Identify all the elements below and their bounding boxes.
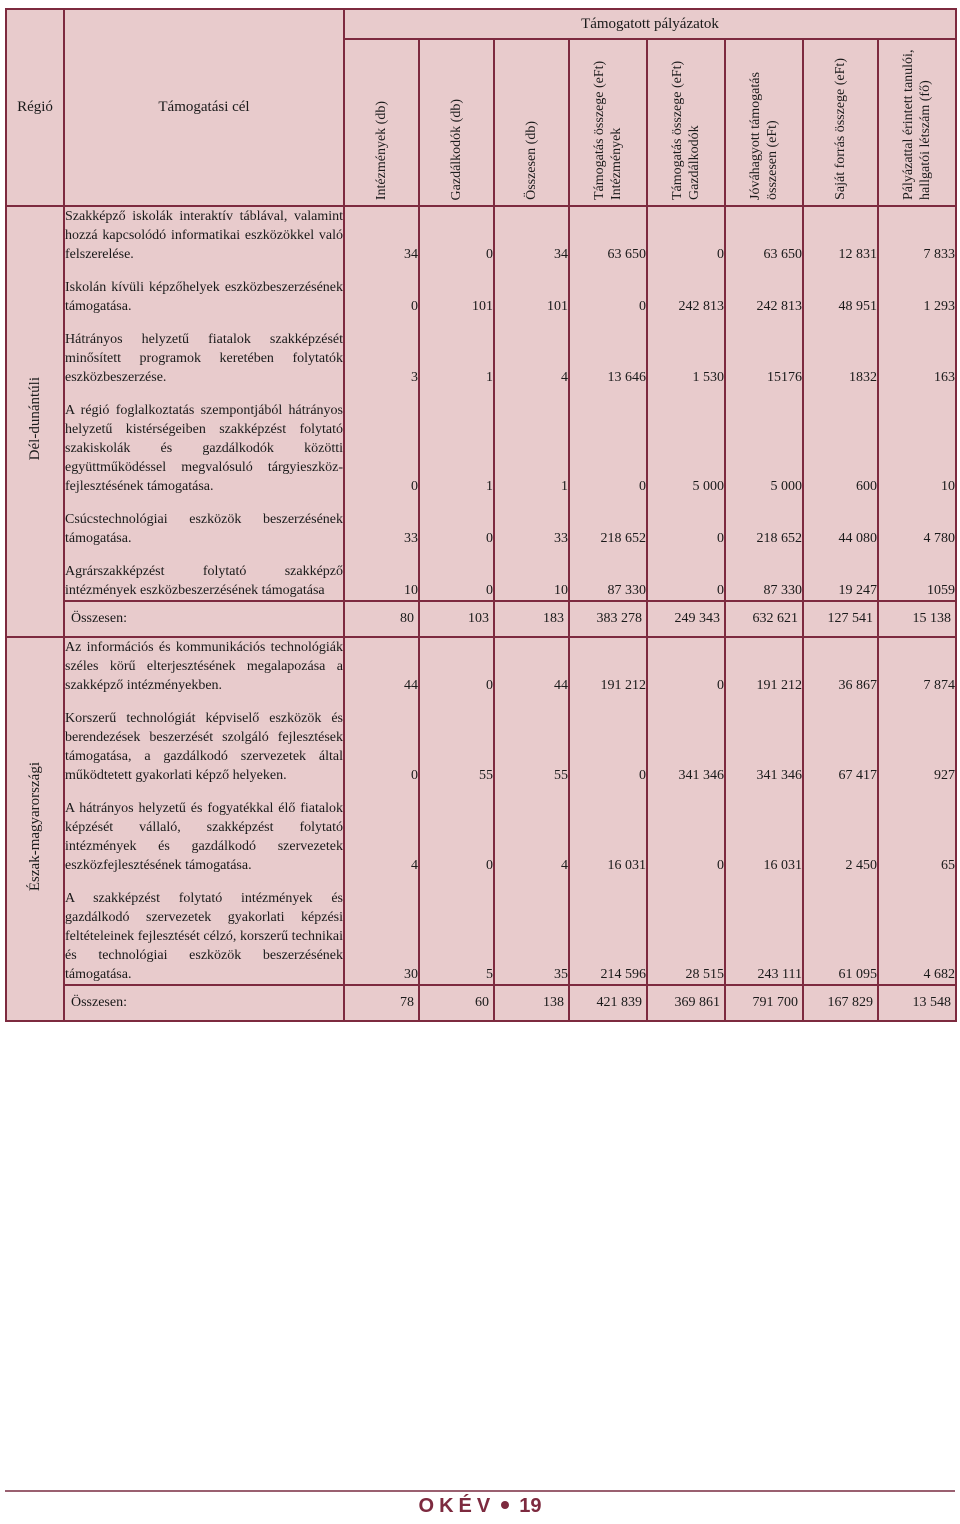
value-cell: 0 <box>569 387 647 496</box>
support-goal-cell: A régió foglalkoztatás szempontjából hátrányos helyzetű kistérségeiben szakképzést folytató szakiskolák és gazdálkodók közötti együttműködéssel megvalósuló tárgyieszköz-fejlesztésének támogatása. <box>64 387 344 496</box>
value-cell: 67 417 <box>803 695 878 785</box>
value-cell: 34 <box>494 206 569 264</box>
total-value-cell: 138 <box>494 985 569 1021</box>
page-bottom-rule <box>5 1490 955 1492</box>
total-value-cell: 167 829 <box>803 985 878 1021</box>
value-cell: 214 596 <box>569 875 647 985</box>
value-cell: 1 530 <box>647 316 725 387</box>
value-cell: 0 <box>569 264 647 316</box>
total-value-cell: 369 861 <box>647 985 725 1021</box>
total-value-cell: 13 548 <box>878 985 956 1021</box>
table-row <box>6 496 956 548</box>
support-goal-cell: Korszerű technológiát képviselő eszközök és berendezések beszerzését szolgáló fejlesztések támogatása, a gazdálkodó szervezetek által működtetett gyakorlati képző helyeken. <box>64 695 344 785</box>
footer-brand: OKÉV <box>418 1495 496 1517</box>
value-cell: 30 <box>344 875 419 985</box>
support-goal-cell: Agrárszakképzést folytató szakképző intézmények eszközbeszerzésének támogatása <box>64 548 344 601</box>
value-cell: 341 346 <box>725 695 803 785</box>
support-goal-cell: Szakképző iskolák interaktív táblával, valamint hozzá kapcsolódó informatikai eszközökkel való felszerelése. <box>64 206 344 264</box>
value-cell: 5 000 <box>647 387 725 496</box>
total-value-cell: 80 <box>344 601 419 637</box>
support-goal-cell: Hátrányos helyzetű fiatalok szakképzését minősített programok keretében folytatók eszközbeszerzése. <box>64 316 344 387</box>
header-col-7: Saját forrás összege (eFt) <box>803 39 878 206</box>
value-cell: 0 <box>647 637 725 695</box>
value-cell: 163 <box>878 316 956 387</box>
value-cell: 12 831 <box>803 206 878 264</box>
value-cell: 33 <box>344 496 419 548</box>
value-cell: 5 000 <box>725 387 803 496</box>
value-cell: 4 682 <box>878 875 956 985</box>
value-cell: 87 330 <box>569 548 647 601</box>
support-goal-cell: A hátrányos helyzetű és fogyatékkal élő fiatalok képzését vállaló, szakképzést folytató intézmények és gazdálkodó szervezetek eszközfejlesztésének támogatása. <box>64 785 344 875</box>
value-cell: 65 <box>878 785 956 875</box>
value-cell: 1 <box>419 316 494 387</box>
total-value-cell: 249 343 <box>647 601 725 637</box>
value-cell: 36 867 <box>803 637 878 695</box>
value-cell: 63 650 <box>725 206 803 264</box>
total-value-cell: 60 <box>419 985 494 1021</box>
value-cell: 44 080 <box>803 496 878 548</box>
header-col-4: Támogatás összege (eFt) Intézmények <box>569 39 647 206</box>
table-row <box>6 206 956 264</box>
footer-bullet-icon <box>501 1501 509 1509</box>
value-cell: 13 646 <box>569 316 647 387</box>
support-goal-cell: Az információs és kommunikációs technológiák széles körű elterjesztésének megalapozása a szakképző intézményekben. <box>64 637 344 695</box>
value-cell: 28 515 <box>647 875 725 985</box>
value-cell: 10 <box>344 548 419 601</box>
value-cell: 0 <box>647 548 725 601</box>
value-cell: 101 <box>494 264 569 316</box>
value-cell: 10 <box>878 387 956 496</box>
value-cell: 34 <box>344 206 419 264</box>
value-cell: 0 <box>344 264 419 316</box>
header-col-8: Pályázattal érintett tanulói, hallgatói létszám (fő) <box>878 39 956 206</box>
value-cell: 101 <box>419 264 494 316</box>
page-number: 19 <box>519 1495 542 1517</box>
support-goal-cell: A szakképzést folytató intézmények és gazdálkodó szervezetek gyakorlati képzési feltételeinek fejlesztését célzó, korszerű technikai és technológiai eszközök beszerzésének támogatása. <box>64 875 344 985</box>
support-goal-cell: Iskolán kívüli képzőhelyek eszközbeszerzésének támogatása. <box>64 264 344 316</box>
total-value-cell: 383 278 <box>569 601 647 637</box>
value-cell: 0 <box>419 637 494 695</box>
table-row <box>6 387 956 496</box>
region-label: Észak-magyarországi <box>6 637 64 1021</box>
value-cell: 10 <box>494 548 569 601</box>
value-cell: 191 212 <box>569 637 647 695</box>
value-cell: 341 346 <box>647 695 725 785</box>
total-row <box>6 985 956 1021</box>
value-cell: 4 <box>344 785 419 875</box>
value-cell: 33 <box>494 496 569 548</box>
value-cell: 1059 <box>878 548 956 601</box>
value-cell: 0 <box>344 695 419 785</box>
value-cell: 1832 <box>803 316 878 387</box>
total-value-cell: 632 621 <box>725 601 803 637</box>
value-cell: 4 <box>494 785 569 875</box>
value-cell: 218 652 <box>725 496 803 548</box>
value-cell: 927 <box>878 695 956 785</box>
table-row <box>6 637 956 695</box>
value-cell: 242 813 <box>725 264 803 316</box>
value-cell: 7 833 <box>878 206 956 264</box>
value-cell: 16 031 <box>725 785 803 875</box>
value-cell: 0 <box>419 785 494 875</box>
value-cell: 243 111 <box>725 875 803 985</box>
total-label: Összesen: <box>64 985 344 1021</box>
table-row <box>6 875 956 985</box>
total-value-cell: 15 138 <box>878 601 956 637</box>
value-cell: 44 <box>494 637 569 695</box>
value-cell: 1 293 <box>878 264 956 316</box>
value-cell: 63 650 <box>569 206 647 264</box>
value-cell: 0 <box>419 548 494 601</box>
value-cell: 0 <box>344 387 419 496</box>
total-value-cell: 421 839 <box>569 985 647 1021</box>
value-cell: 0 <box>569 695 647 785</box>
value-cell: 0 <box>647 206 725 264</box>
value-cell: 0 <box>419 496 494 548</box>
header-tamogatasi-cel: Támogatási cél <box>64 9 344 206</box>
total-value-cell: 103 <box>419 601 494 637</box>
header-col-3: Összesen (db) <box>494 39 569 206</box>
value-cell: 0 <box>647 785 725 875</box>
value-cell: 44 <box>344 637 419 695</box>
support-goal-cell: Csúcstechnológiai eszközök beszerzésének támogatása. <box>64 496 344 548</box>
value-cell: 55 <box>419 695 494 785</box>
total-label: Összesen: <box>64 601 344 637</box>
total-value-cell: 183 <box>494 601 569 637</box>
value-cell: 4 780 <box>878 496 956 548</box>
value-cell: 16 031 <box>569 785 647 875</box>
value-cell: 242 813 <box>647 264 725 316</box>
value-cell: 4 <box>494 316 569 387</box>
value-cell: 15176 <box>725 316 803 387</box>
table-row <box>6 785 956 875</box>
table-row <box>6 316 956 387</box>
value-cell: 600 <box>803 387 878 496</box>
header-col-6: Jóváhagyott támogatás összesen (eFt) <box>725 39 803 206</box>
region-label: Dél-dunántúli <box>6 206 64 637</box>
page-footer <box>0 1495 960 1518</box>
value-cell: 61 095 <box>803 875 878 985</box>
total-row <box>6 601 956 637</box>
header-regio: Régió <box>6 9 64 206</box>
value-cell: 191 212 <box>725 637 803 695</box>
value-cell: 87 330 <box>725 548 803 601</box>
header-col-2: Gazdálkodók (db) <box>419 39 494 206</box>
total-value-cell: 127 541 <box>803 601 878 637</box>
header-group-title: Támogatott pályázatok <box>344 9 956 39</box>
value-cell: 19 247 <box>803 548 878 601</box>
header-col-5: Támogatás összege (eFt) Gazdálkodók <box>647 39 725 206</box>
value-cell: 1 <box>494 387 569 496</box>
table-row <box>6 548 956 601</box>
supported-applications-table <box>5 8 957 1022</box>
value-cell: 2 450 <box>803 785 878 875</box>
value-cell: 55 <box>494 695 569 785</box>
value-cell: 218 652 <box>569 496 647 548</box>
total-value-cell: 78 <box>344 985 419 1021</box>
value-cell: 1 <box>419 387 494 496</box>
value-cell: 48 951 <box>803 264 878 316</box>
value-cell: 35 <box>494 875 569 985</box>
value-cell: 3 <box>344 316 419 387</box>
header-col-1: Intézmények (db) <box>344 39 419 206</box>
value-cell: 0 <box>419 206 494 264</box>
table-row <box>6 695 956 785</box>
total-value-cell: 791 700 <box>725 985 803 1021</box>
value-cell: 0 <box>647 496 725 548</box>
value-cell: 7 874 <box>878 637 956 695</box>
table-row <box>6 264 956 316</box>
value-cell: 5 <box>419 875 494 985</box>
